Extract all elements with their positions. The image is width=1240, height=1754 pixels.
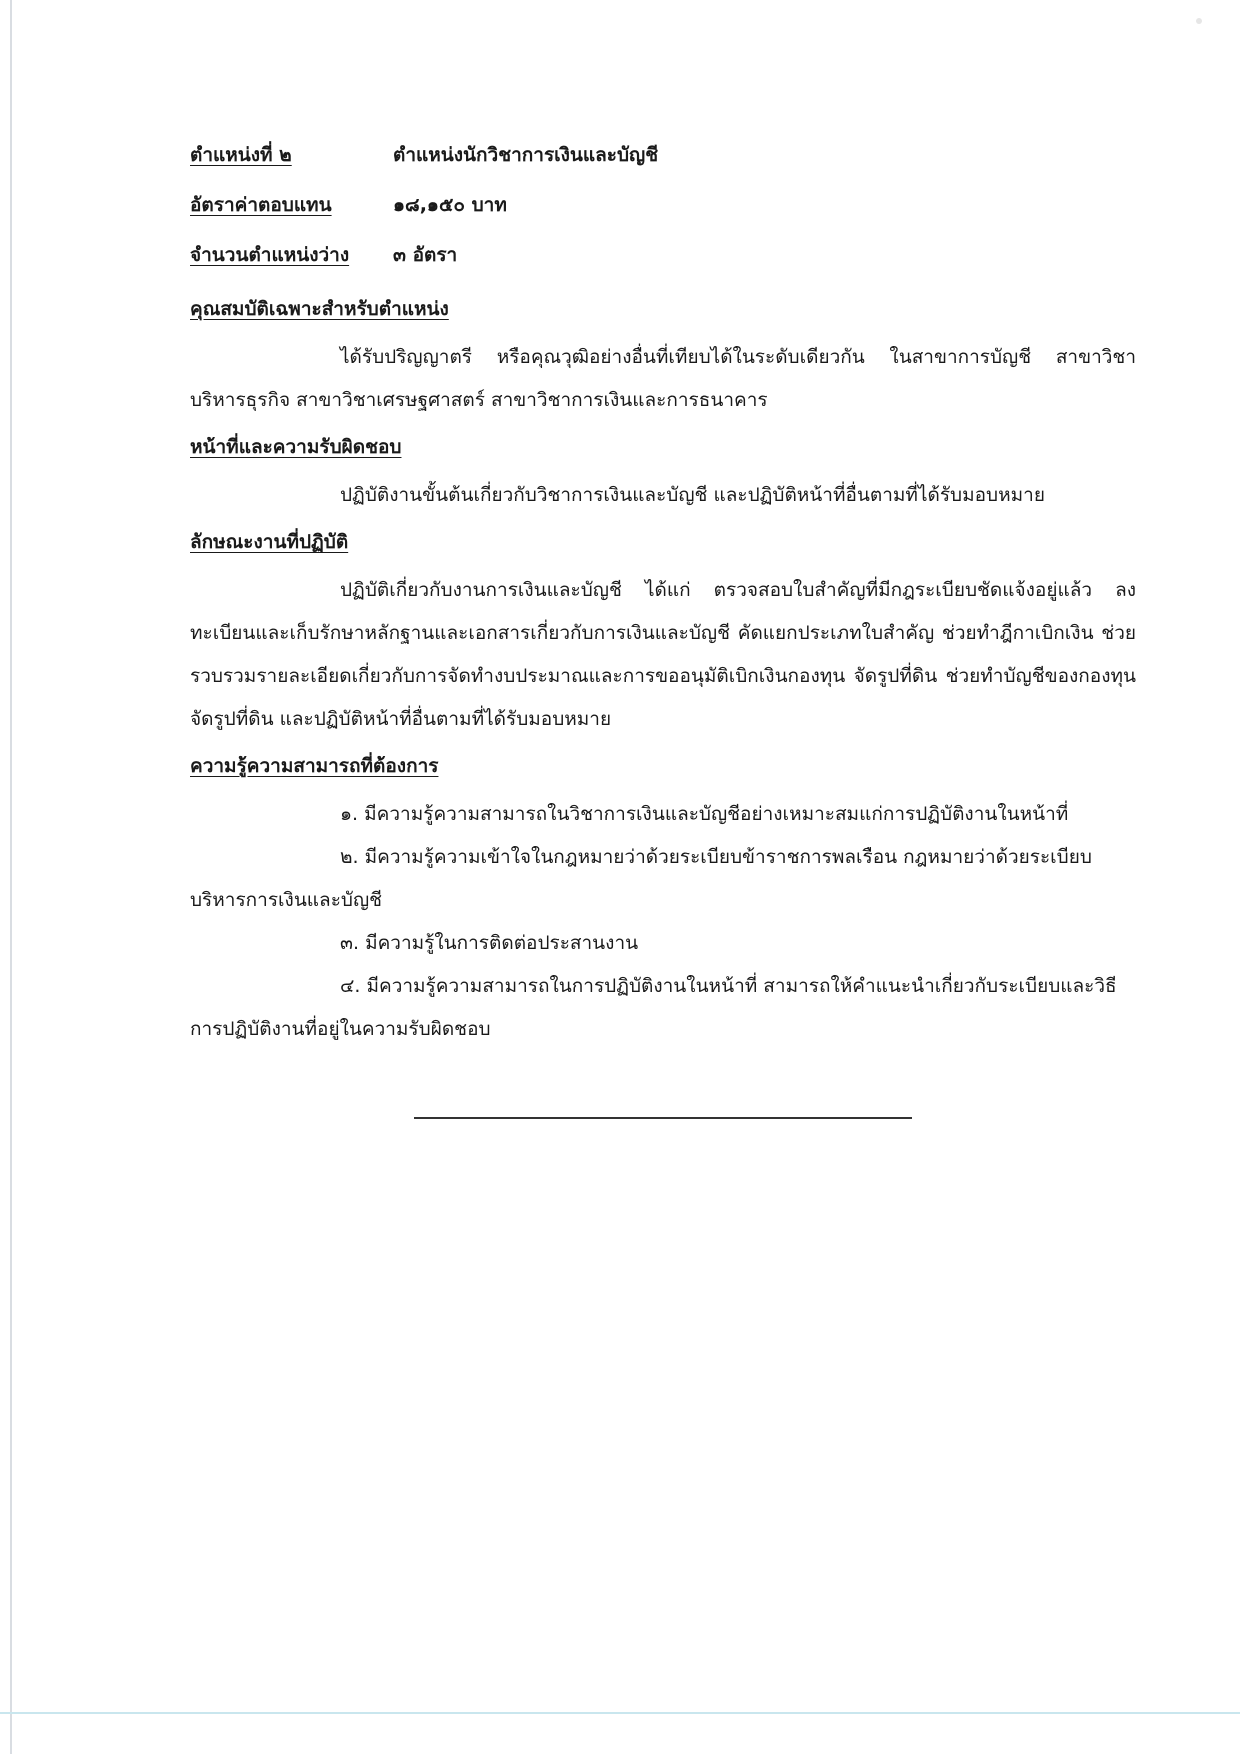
duties-text: ปฏิบัติงานขั้นต้นเกี่ยวกับวิชาการเงินและบัญชี และปฏิบัติหน้าที่อื่นตามที่ได้รับมอบหมาย bbox=[340, 484, 1045, 506]
end-divider bbox=[414, 1117, 912, 1119]
knowledge-item: ๓. มีความรู้ในการติดต่อประสานงาน bbox=[340, 932, 639, 954]
document-body bbox=[190, 140, 1136, 1051]
salary-row bbox=[190, 190, 1136, 240]
duties-heading: หน้าที่และความรับผิดชอบ bbox=[190, 436, 402, 458]
knowledge-item: ๑. มีความรู้ความสามารถในวิชาการเงินและบัญชีอย่างเหมาะสมแก่การปฏิบัติงานในหน้าที่ bbox=[340, 803, 1069, 825]
work-nature-text: ปฏิบัติเกี่ยวกับงานการเงินและบัญชี ได้แก่ ตรวจสอบใบสำคัญที่มีกฎระเบียบชัดแจ้งอยู่แล้ว ลงทะเบียนและเก็บรักษาหลักฐานและเอกสารเกี่ยวกับการเงินและบัญชี คัดแยกประเภทใบสำคัญ ช่วยทำฎีกาเบิกเงิน ช่วยรวบรวมรายละเอียดเกี่ยวกับการจัดทำงบประมาณและการขออนุมัติเบิกเงินกองทุน จัดรูปที่ดิน ช่วยทำบัญชีของกองทุนจัดรูปที่ดิน และปฏิบัติหน้าที่อื่นตามที่ได้รับมอบหมาย bbox=[190, 579, 1136, 730]
qualifications-text: ได้รับปริญญาตรี หรือคุณวุฒิอย่างอื่นที่เทียบได้ในระดับเดียวกัน ในสาขาการบัญชี สาขาวิชาบริหารธุรกิจ สาขาวิชาเศรษฐศาสตร์ สาขาวิชาการเงินและการธนาคาร bbox=[190, 346, 1136, 411]
page-bottom-edge bbox=[0, 1712, 1240, 1714]
knowledge-heading: ความรู้ความสามารถที่ต้องการ bbox=[190, 755, 439, 777]
page-edge bbox=[10, 0, 12, 1754]
salary-value: ๑๘,๑๕๐ บาท bbox=[393, 194, 507, 216]
position-number-label: ตำแหน่งที่ ๒ bbox=[190, 144, 292, 166]
position-row bbox=[190, 140, 1136, 190]
knowledge-item: ๒. มีความรู้ความเข้าใจในกฎหมายว่าด้วยระเบียบข้าราชการพลเรือน กฎหมายว่าด้วยระเบียบบริหารการเงินและบัญชี bbox=[190, 846, 1092, 911]
position-title: ตำแหน่งนักวิชาการเงินและบัญชี bbox=[393, 144, 659, 166]
vacancies-value: ๓ อัตรา bbox=[393, 244, 458, 266]
knowledge-item: ๔. มีความรู้ความสามารถในการปฏิบัติงานในหน้าที่ สามารถให้คำแนะนำเกี่ยวกับระเบียบและวิธีการปฏิบัติงานที่อยู่ในความรับผิดชอบ bbox=[190, 975, 1117, 1040]
vacancies-row bbox=[190, 240, 1136, 290]
scan-dot bbox=[1196, 18, 1202, 24]
work-nature-heading: ลักษณะงานที่ปฏิบัติ bbox=[190, 531, 349, 553]
vacancies-label: จำนวนตำแหน่งว่าง bbox=[190, 244, 350, 266]
salary-label: อัตราค่าตอบแทน bbox=[190, 194, 332, 216]
qualifications-heading: คุณสมบัติเฉพาะสำหรับตำแหน่ง bbox=[190, 298, 449, 320]
